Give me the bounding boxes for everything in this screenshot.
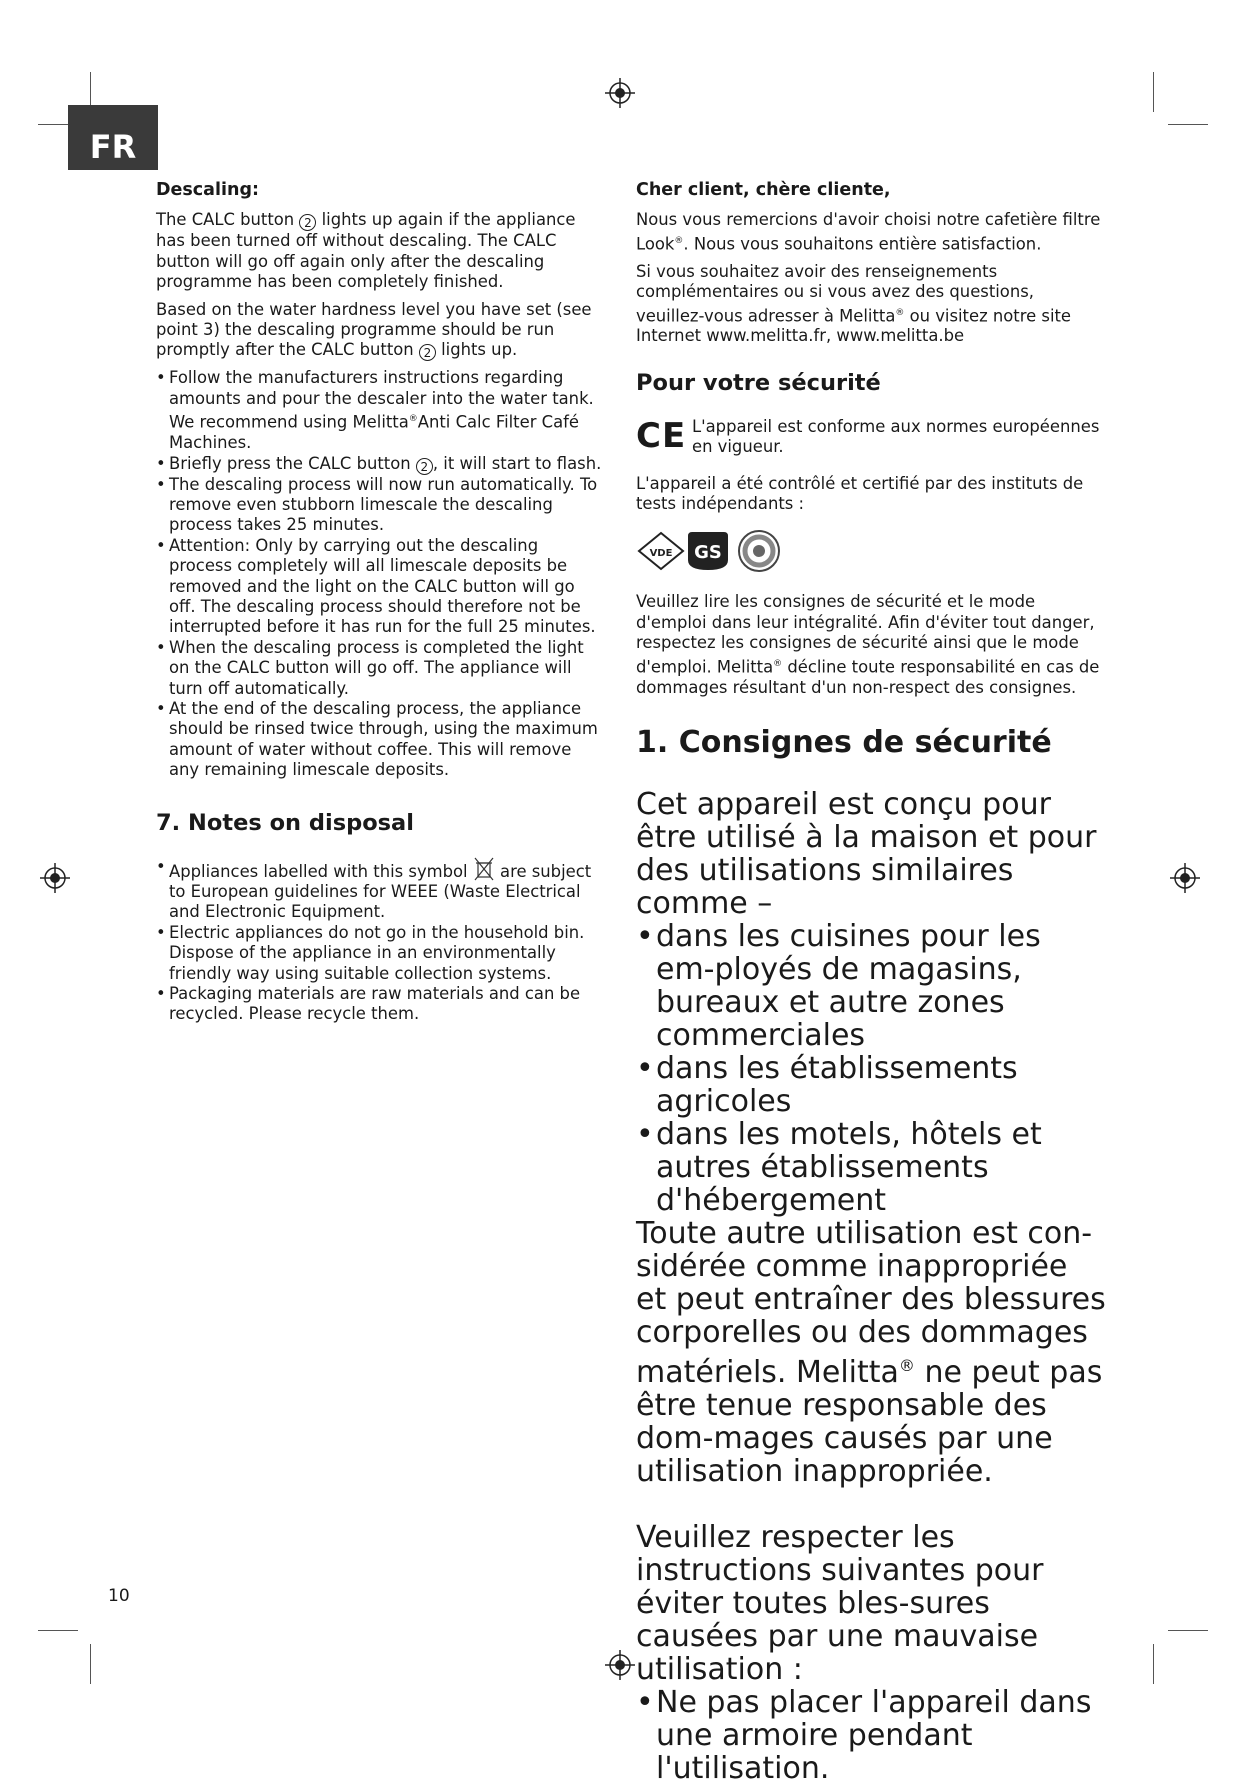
intro-paragraph-1: Nous vous remercions d'avoir choisi notre cafetière filtre Look®. Nous vous souhaitons entière satisfaction. [636,210,1101,254]
disposal-list [156,857,606,1025]
list-item: • When the descaling process is completed the light on the CALC button will go off. The appliance will turn off automatically. [156,638,606,699]
list-item: • dans les cuisines pour les em-ployés de magasins, bureaux et autre zones commerciales [636,920,1106,1052]
usage-list [636,920,1106,1217]
usage-intro: Cet appareil est conçu pour être utilisé à la maison et pour des utilisations similaires comme – [636,786,1097,921]
svg-text:VDE: VDE [649,548,673,560]
list-item: • The descaling process will now run automatically. To remove even stubborn limescale the descaling process takes 25 minutes. [156,475,606,536]
list-item: • Follow the manufacturers instructions regarding amounts and pour the descaler into the water tank. We recommend using Melitta®Anti Calc Filter Café Machines. [156,368,606,453]
consignes-heading: 1. Consignes de sécurité [636,724,1052,760]
safety-heading: Pour votre sécurité [636,369,881,396]
list-item: • Electric appliances do not go in the household bin. Dispose of the appliance in an environmentally friendly way using suitable collection systems. [156,923,606,984]
disposal-heading: 7. Notes on disposal [156,809,414,836]
certification-logos [636,526,1106,576]
crop-mark [1153,1644,1154,1684]
descaling-heading: Descaling: [156,180,259,200]
list-item: • Briefly press the CALC button 2 , it will start to flash. [156,454,606,475]
list-item: • dans les motels, hôtels et autres établissements d'hébergement [636,1118,1106,1217]
safety-instructions [636,788,1106,1785]
warning-list [636,1686,1106,1785]
list-item: • Attention: Only by carrying out the descaling process completely will all limescale deposits be removed and the light on the CALC button will go off. The descaling process should therefore not be interrupted before it has run for the full 25 minutes. [156,536,606,638]
respect-text: Veuillez respecter les instructions suivantes pour éviter toutes bles-sures causées par une mauvaise utilisation : [636,1519,1044,1687]
ce-mark-icon: CE [636,415,687,456]
registration-mark-icon [1170,863,1200,893]
list-item: • dans les établissements agricoles [636,1052,1106,1118]
left-column [156,180,606,1025]
list-item: • Packaging materials are raw materials and can be recycled. Please recycle them. [156,984,606,1025]
descaling-steps [156,368,606,780]
registration-mark-icon [605,78,635,108]
crossed-bin-icon [473,857,495,881]
right-column [636,180,1106,1785]
crop-mark [1168,1630,1208,1631]
list-item: • Appliances labelled with this symbol are subject to European guidelines for WEEE (Waste Electrical and Electronic Equipment. [156,857,606,923]
crop-mark [1153,72,1154,112]
registration-mark-icon [40,863,70,893]
greeting-heading: Cher client, chère cliente, [636,180,891,200]
circled-number-icon: 2 [299,214,316,231]
certified-text: L'appareil a été contrôlé et certifié par des instituts de tests indépendants : [636,473,1084,513]
gs-logo-icon [684,530,730,572]
circled-number-icon: 2 [416,458,433,475]
vde-logo-icon [636,530,686,572]
language-tab: FR [68,105,158,170]
page-number: 10 [108,1586,130,1606]
crop-mark [38,1630,78,1631]
crop-mark [90,1644,91,1684]
descaling-paragraph-2: Based on the water hardness level you have set (see point 3) the descaling programme should be run promptly after the CALC button 2 lights up. [156,299,592,361]
ce-block [636,417,1106,458]
list-item: • At the end of the descaling process, the appliance should be rinsed twice through, using the maximum amount of water without coffee. This will remove any remaining limescale deposits. [156,699,606,781]
ce-text: L'appareil est conforme aux normes européennes en vigueur. [692,416,1100,457]
registration-mark-icon [605,1650,635,1680]
circled-number-icon: 2 [419,344,436,361]
other-use-text: Toute autre utilisation est con-sidérée comme inappropriée et peut entraîner des blessures corporelles ou des dommages matériels. Melitta® ne peut pas être tenue responsable des dom-mages causés par une utilisation inappropriée. [636,1215,1106,1489]
descaling-paragraph-1: The CALC button 2 lights up again if the appliance has been turned off without descaling. The CALC button will go off again only after the descaling programme has been completely finished. [156,210,576,292]
intro-paragraph-2: Si vous souhaitez avoir des renseignements complémentaires ou si vous avez des questions, veuillez-vous adresser à Melitta® ou visitez notre site Internet www.melitta.fr, www.melitta.be [636,261,1072,346]
read-instructions-text: Veuillez lire les consignes de sécurité et le mode d'emploi dans leur intégralité. Afin d'éviter tout danger, respectez les consignes de sécurité ainsi que le mode d'emploi. Melitta® décline toute responsabilité en cas de dommages résultant d'un non-respect des consignes. [636,592,1100,697]
crop-mark [1168,124,1208,125]
svg-text:GS: GS [694,542,722,564]
certification-seal-icon [736,528,782,574]
list-item: • Ne pas placer l'appareil dans une armoire pendant l'utilisation. [636,1686,1106,1785]
